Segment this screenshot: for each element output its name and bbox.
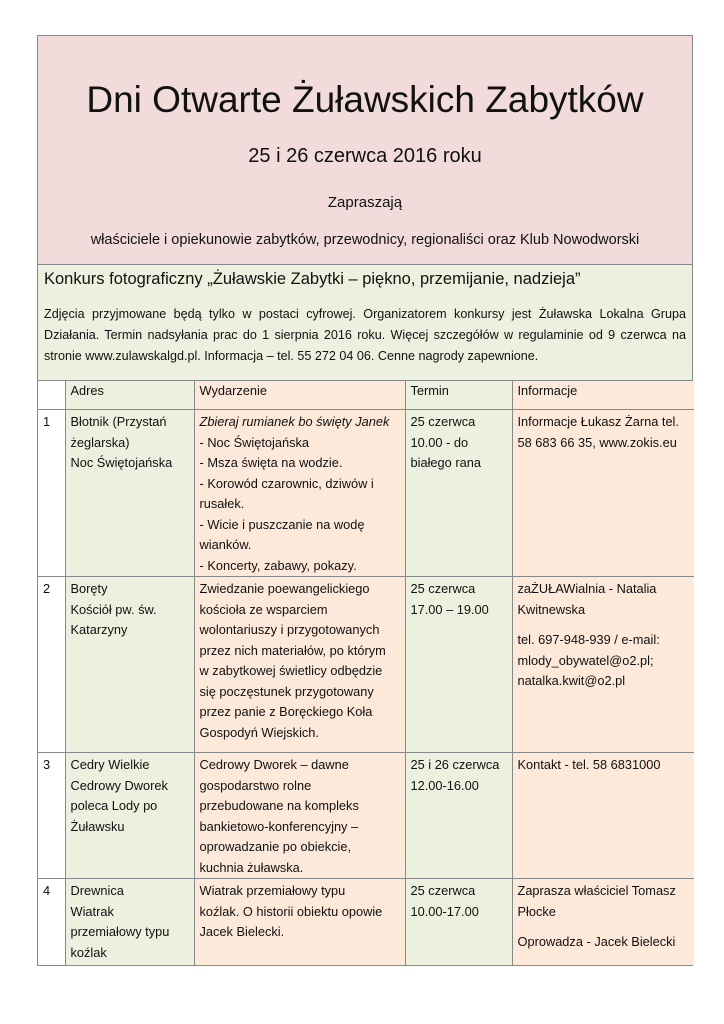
row-event-line: wianków. [199,537,252,552]
row-info-line: tel. 697-948-939 / e-mail: [517,632,660,647]
header-wydarzenie: Wydarzenie [194,381,405,410]
row-address-line: żeglarska) [70,434,130,450]
row-event-line: - Msza święta na wodzie. [199,455,343,470]
row-term-line: 25 czerwca [410,883,476,898]
row-address-line: Żuławsku [70,818,125,834]
row-number [38,577,65,753]
row-address-line: Drewnica [70,883,124,898]
row-event-line: się poczęstunek przygotowany [199,683,374,699]
row-number [38,879,65,965]
hosts-text: właściciele i opiekunowie zabytków, przewodnicy, regionaliści oraz Klub Nowodworski [90,232,640,248]
row-event-line: Wiatrak przemiałowy typu [199,883,346,898]
row-event-line: Gospodyń Wiejskich. [199,724,319,740]
row-number-line: 4 [43,883,51,898]
row-event-line: w zabytkowej świetlicy odbędzie [199,663,383,678]
row-address-line: Wiatrak [70,903,114,919]
row-info-line: Kontakt - tel. 58 6831000 [517,757,661,772]
row-number [38,410,65,577]
row-term-line: 25 czerwca [410,414,476,429]
header-adres: Adres [65,381,194,410]
row-address-line: przemiałowy typu [70,924,170,939]
row-event [194,753,405,879]
header-informacje: Informacje [512,381,694,410]
row-event-line: kościoła ze wsparciem [199,601,328,617]
event-date: 25 i 26 czerwca 2016 roku [248,145,482,167]
row-info [512,879,694,965]
table-header-row [38,381,694,410]
row-event-line: kuchnia żuławska. [199,859,304,875]
row-number-line: 1 [43,414,51,429]
row-address-line: Katarzyny [70,622,128,637]
row-event-line: przebudowane na kompleks [199,798,359,813]
row-term [405,577,512,753]
row-address-line: Błotnik (Przystań [70,414,167,429]
row-event-line: Jacek Bielecki. [199,924,285,939]
row-term [405,410,512,577]
row-event [194,410,405,577]
row-event-line: Cedrowy Dworek – dawne [199,757,349,772]
row-event [194,577,405,753]
row-term-line: 10.00 - do [410,434,469,450]
row-address-line: Noc Świętojańska [70,455,173,470]
row-info [512,410,694,577]
row-event-line: gospodarstwo rolne [199,777,312,793]
row-term-line: 10.00-17.00 [410,903,479,919]
row-event-line: - Noc Świętojańska [199,434,310,450]
row-event-line: wolontariuszy i przygotowanych [199,622,380,637]
row-event-line: rusałek. [199,496,245,511]
row-info-line: Kwitnewska [517,601,586,617]
row-event-line: oprowadzanie po obiekcie, [199,839,352,854]
row-event [194,879,405,965]
page-title: Dni Otwarte Żuławskich Zabytków [86,79,644,120]
table-row [38,577,694,753]
header-section [38,36,692,265]
row-term-line: białego rana [410,455,481,470]
row-info-line: 58 683 66 35, www.zokis.eu [517,434,677,450]
contest-section [38,265,692,381]
events-table [38,381,694,965]
row-event-line: koźlak. O historii obiektu opowie [199,903,383,919]
row-info-line: natalka.kwit@o2.pl [517,673,626,688]
row-event-line: Zwiedzanie poewangelickiego [199,581,370,596]
row-event-line: przez panie z Boręckiego Koła [199,704,373,719]
row-address-line: Cedrowy Dworek [70,777,168,793]
row-event-line: bankietowo-konferencyjny – [199,818,359,834]
row-info-line: Informacje Łukasz Żarna tel. [517,414,679,429]
row-address-line: poleca Lody po [70,798,158,813]
row-address [65,753,194,879]
row-address-line: Cedry Wielkie [70,757,150,772]
row-address-line: koźlak [70,944,107,960]
row-info [512,753,694,879]
row-term-line: 17.00 – 19.00 [410,601,489,617]
event-title: Zbieraj rumianek bo święty Janek [199,414,390,429]
row-event-line: - Koncerty, zabawy, pokazy. [199,557,357,573]
table-row [38,410,694,577]
row-address [65,577,194,753]
contest-body: Zdjęcia przyjmowane będą tylko w postaci cyfrowej. Organizatorem konkursy jest Żuławska Lokalna Grupa Działania. Termin nadsyłania prac do 1 sierpnia 2016 roku. Więcej szczegółów w regulaminie od 9 czerwca na stronie www.zulawskalgd.pl. Informacja – tel. 55 272 04 06. Cenne nagrody zapewnione. [44,307,686,363]
row-term [405,879,512,965]
table-row [38,879,694,965]
row-info-line: Zaprasza właściciel Tomasz [517,883,676,898]
row-term-line: 12.00-16.00 [410,777,479,793]
row-info-line: Oprowadza - Jacek Bielecki [517,934,676,949]
table-row [38,753,694,879]
row-info-line: Płocke [517,903,556,919]
row-event-line: - Korowód czarownic, dziwów i [199,475,374,491]
row-term-line: 25 czerwca [410,581,476,596]
row-address-line: Boręty [70,581,108,596]
row-info-line: mlody_obywatel@o2.pl; [517,652,654,668]
row-number-line: 2 [43,581,51,596]
row-address-line: Kościół pw. św. [70,601,157,617]
row-term-line: 25 i 26 czerwca [410,757,500,772]
row-info-line: zaŻUŁAWialnia - Natalia [517,581,657,596]
header-num [38,381,65,410]
header-termin: Termin [405,381,512,410]
row-info [512,577,694,753]
row-event-line: przez nich materiałów, po którym [199,642,386,658]
row-address [65,410,194,577]
row-number [38,753,65,879]
row-address [65,879,194,965]
row-event-line: - Wicie i puszczanie na wodę [199,516,365,532]
row-number-line: 3 [43,757,51,772]
document-page [37,35,693,966]
row-term [405,753,512,879]
invite-text: Zapraszają [327,194,403,211]
contest-title: Konkurs fotograficzny „Żuławskie Zabytki – piękno, przemijanie, nadzieja” [44,270,581,288]
